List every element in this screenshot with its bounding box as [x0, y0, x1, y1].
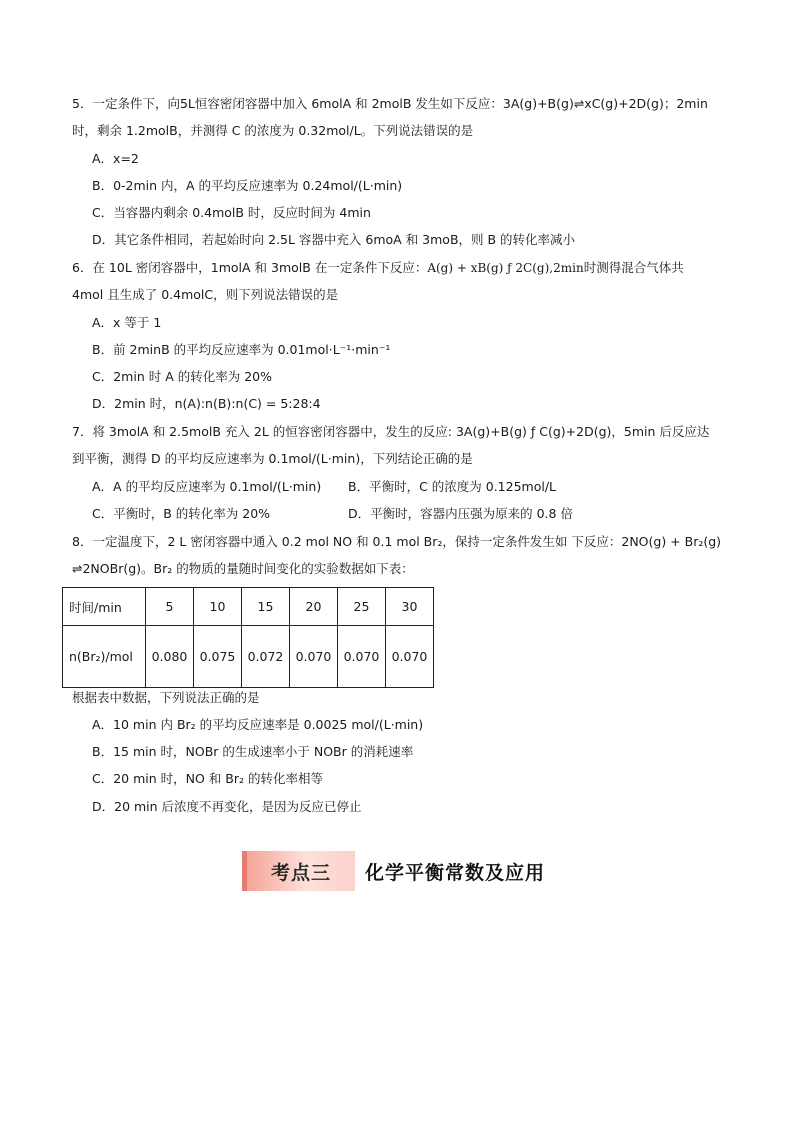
q5-option-b: B．0-2min 内，A 的平均反应速率为 0.24mol/(L·min) — [92, 178, 403, 193]
q8-option-c: C．20 min 时，NO 和 Br₂ 的转化率相等 — [92, 771, 323, 786]
q5-stem-line2: 时，剩余 1.2molB，并测得 C 的浓度为 0.32mol/L。下列说法错误的是 — [72, 123, 474, 138]
q7-stem-line2: 到平衡，测得 D 的平均反应速率为 0.1mol/(L·min)，下列结论正确的是 — [72, 451, 473, 466]
q6-option-a: A．x 等于 1 — [92, 315, 162, 330]
table-header-cell: 30 — [386, 588, 434, 626]
q6-stem-line2: 4mol 且生成了 0.4molC，则下列说法错误的是 — [72, 287, 339, 302]
data-table — [62, 587, 434, 688]
q8-option-d: D．20 min 后浓度不再变化，是因为反应已停止 — [92, 799, 362, 814]
table-cell: 0.080 — [146, 626, 194, 688]
q8-option-a: A．10 min 内 Br₂ 的平均反应速率是 0.0025 mol/(L·min) — [92, 717, 424, 732]
q6-option-b: B．前 2minB 的平均反应速率为 0.01mol·L⁻¹·min⁻¹ — [92, 342, 391, 357]
q8-stem-line1: 8．一定温度下，2 L 密闭容器中通入 0.2 mol NO 和 0.1 mol Br₂，保持一定条件发生如 下反应：2NO(g) + Br₂(g) — [72, 534, 722, 549]
table-cell: 0.070 — [290, 626, 338, 688]
q7-option-a: A．A 的平均反应速率为 0.1mol/(L·min) — [92, 479, 322, 494]
table-header-cell: 时间/min — [63, 588, 146, 626]
q6-stem-text: 6．在 10L 密闭容器中，1molA 和 3molB 在一定条件下反应： — [72, 260, 428, 275]
q5-option-d: D．其它条件相同，若起始时向 2.5L 容器中充入 6moA 和 3moB，则 B 的转化率减小 — [92, 232, 576, 247]
table-header-row — [63, 588, 434, 626]
table-header-cell: 25 — [338, 588, 386, 626]
q6-stem-line1 — [72, 259, 684, 277]
q7-option-b: B．平衡时，C 的浓度为 0.125mol/L — [348, 479, 557, 494]
section-tag: 考点三 — [247, 851, 355, 891]
q6-equation: A(g) + xB(g) ƒ 2C(g),2min — [427, 261, 584, 275]
q8-stem-line2: ⇌2NOBr(g)。Br₂ 的物质的量随时间变化的实验数据如下表： — [72, 561, 414, 576]
section-title: 化学平衡常数及应用 — [365, 861, 546, 884]
table-header-cell: 10 — [194, 588, 242, 626]
q6-option-c: C．2min 时 A 的转化率为 20% — [92, 369, 272, 384]
q7-stem-line1: 7．将 3molA 和 2.5molB 充入 2L 的恒容密闭容器中，发生的反应: 3A(g)+B(g) ƒ C(g)+2D(g)，5min 后反应达 — [72, 424, 710, 439]
table-header-cell: 5 — [146, 588, 194, 626]
q6-option-d: D．2min 时，n(A):n(B):n(C) = 5:28:4 — [92, 396, 321, 411]
q8-option-b: B．15 min 时，NOBr 的生成速率小于 NOBr 的消耗速率 — [92, 744, 414, 759]
table-header-cell: 15 — [242, 588, 290, 626]
table-cell: 0.072 — [242, 626, 290, 688]
q5-stem-line1: 5．一定条件下，向5L恒容密闭容器中加入 6molA 和 2molB 发生如下反应：3A(g)+B(g)⇌xC(g)+2D(g)；2min — [72, 96, 708, 111]
q7-option-c: C．平衡时，B 的转化率为 20% — [92, 506, 271, 521]
q7-option-d: D．平衡时，容器内压强为原来的 0.8 倍 — [348, 506, 573, 521]
q6-stem-tail: 时测得混合气体共 — [583, 260, 684, 275]
table-cell: 0.070 — [386, 626, 434, 688]
table-row — [63, 626, 434, 688]
table-cell: 0.070 — [338, 626, 386, 688]
q5-option-c: C．当容器内剩余 0.4molB 时，反应时间为 4min — [92, 205, 371, 220]
q8-after-table: 根据表中数据，下列说法正确的是 — [72, 690, 260, 705]
table-row-label: n(Br₂)/mol — [63, 626, 146, 688]
q5-option-a: A．x=2 — [92, 151, 139, 166]
table-cell: 0.075 — [194, 626, 242, 688]
section-banner — [242, 851, 545, 891]
table-header-cell: 20 — [290, 588, 338, 626]
